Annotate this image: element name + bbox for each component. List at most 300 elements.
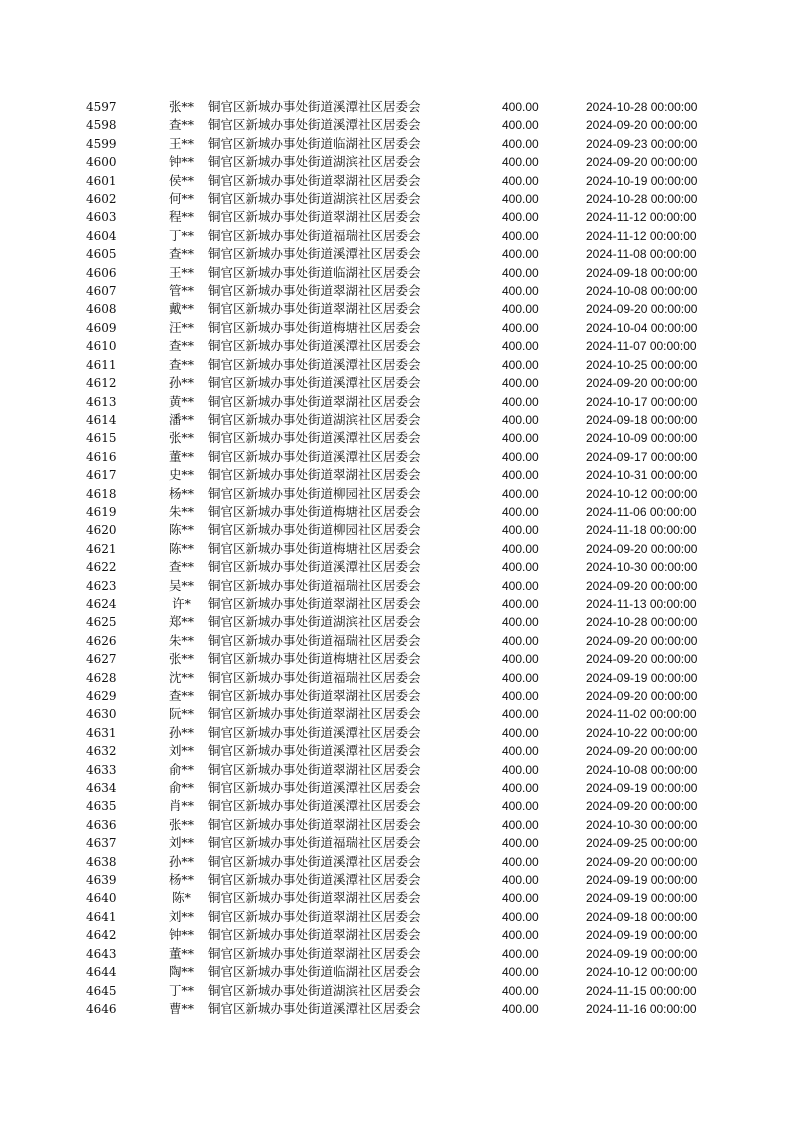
table-row: [86, 374, 726, 392]
row-id-cell: 4636: [86, 817, 117, 832]
recipient-name-cell: 王**: [168, 264, 194, 280]
community-committee-cell: 铜官区新城办事处街道溪潭社区居委会: [208, 872, 421, 888]
row-id-cell: 4603: [86, 210, 117, 225]
community-committee-cell: 铜官区新城办事处街道溪潭社区居委会: [208, 356, 421, 372]
payment-date-cell: 2024-11-12 00:00:00: [586, 210, 697, 225]
row-id-cell: 4621: [86, 541, 117, 556]
row-id-cell: 4605: [86, 247, 117, 262]
community-committee-cell: 铜官区新城办事处街道溪潭社区居委会: [208, 430, 421, 446]
community-committee-cell: 铜官区新城办事处街道临湖社区居委会: [208, 135, 421, 151]
amount-cell: 400.00: [502, 100, 539, 114]
payment-date-cell: 2024-10-08 00:00:00: [586, 762, 698, 777]
row-id-cell: 4630: [86, 707, 117, 722]
recipient-name-cell: 汪**: [168, 319, 194, 335]
recipient-name-cell: 朱**: [168, 503, 194, 519]
table-row: [86, 319, 726, 337]
amount-cell: 400.00: [502, 928, 539, 943]
payment-date-cell: 2024-09-20 00:00:00: [586, 744, 698, 759]
row-id-cell: 4610: [86, 339, 117, 354]
row-id-cell: 4602: [86, 192, 117, 207]
recipient-name-cell: 董**: [168, 945, 194, 961]
recipient-name-cell: 丁**: [168, 227, 194, 243]
recipient-name-cell: 俞**: [168, 761, 194, 777]
row-id-cell: 4644: [86, 965, 117, 980]
recipient-name-cell: 郑**: [168, 614, 194, 630]
community-committee-cell: 铜官区新城办事处街道溪潭社区居委会: [208, 246, 421, 262]
recipient-name-cell: 刘**: [168, 908, 194, 924]
recipient-name-cell: 沈**: [168, 669, 194, 685]
row-id-cell: 4633: [86, 762, 117, 777]
table-row: [86, 521, 726, 539]
table-row: [86, 779, 726, 797]
payment-date-cell: 2024-10-31 00:00:00: [586, 468, 698, 483]
amount-cell: 400.00: [502, 192, 539, 207]
table-row: [86, 632, 726, 650]
community-committee-cell: 铜官区新城办事处街道翠湖社区居委会: [208, 283, 421, 299]
recipient-name-cell: 张**: [168, 430, 194, 446]
amount-cell: 400.00: [502, 891, 539, 906]
row-id-cell: 4640: [86, 891, 117, 906]
community-committee-cell: 铜官区新城办事处街道溪潭社区居委会: [208, 853, 421, 869]
table-row: [86, 448, 726, 466]
table-row: [86, 429, 726, 447]
community-committee-cell: 铜官区新城办事处街道柳园社区居委会: [208, 522, 421, 538]
row-id-cell: 4645: [86, 983, 117, 998]
recipient-name-cell: 何**: [168, 191, 194, 207]
amount-cell: 400.00: [502, 762, 539, 777]
row-id-cell: 4600: [86, 155, 117, 170]
amount-cell: 400.00: [502, 247, 539, 262]
table-row: [86, 724, 726, 742]
amount-cell: 400.00: [502, 744, 539, 759]
recipient-name-cell: 潘**: [168, 411, 194, 427]
amount-cell: 400.00: [502, 854, 539, 869]
community-committee-cell: 铜官区新城办事处街道溪潭社区居委会: [208, 117, 421, 133]
community-committee-cell: 铜官区新城办事处街道梅塘社区居委会: [208, 319, 421, 335]
amount-cell: 400.00: [502, 431, 539, 446]
payment-date-cell: 2024-11-06 00:00:00: [586, 504, 697, 519]
community-committee-cell: 铜官区新城办事处街道溪潭社区居委会: [208, 559, 421, 575]
recipient-name-cell: 董**: [168, 448, 194, 464]
amount-cell: 400.00: [502, 228, 539, 243]
community-committee-cell: 铜官区新城办事处街道溪潭社区居委会: [208, 99, 421, 114]
community-committee-cell: 铜官区新城办事处街道翠湖社区居委会: [208, 301, 421, 317]
community-committee-cell: 铜官区新城办事处街道溪潭社区居委会: [208, 743, 421, 759]
community-committee-cell: 铜官区新城办事处街道湖滨社区居委会: [208, 982, 421, 998]
table-body: [86, 98, 726, 1018]
table-row: [86, 116, 726, 134]
community-committee-cell: 铜官区新城办事处街道翠湖社区居委会: [208, 706, 421, 722]
recipient-name-cell: 吴**: [168, 577, 194, 593]
community-committee-cell: 铜官区新城办事处街道溪潭社区居委会: [208, 448, 421, 464]
recipient-name-cell: 王**: [168, 135, 194, 151]
community-committee-cell: 铜官区新城办事处街道梅塘社区居委会: [208, 540, 421, 556]
payment-date-cell: 2024-10-28 00:00:00: [586, 192, 698, 207]
amount-cell: 400.00: [502, 449, 539, 464]
amount-cell: 400.00: [502, 339, 539, 354]
row-id-cell: 4598: [86, 118, 117, 133]
table-row: [86, 227, 726, 245]
payment-date-cell: 2024-10-22 00:00:00: [586, 725, 698, 740]
table-row: [86, 687, 726, 705]
community-committee-cell: 铜官区新城办事处街道翠湖社区居委会: [208, 927, 421, 943]
recipient-name-cell: 刘**: [168, 743, 194, 759]
row-id-cell: 4628: [86, 670, 117, 685]
payment-date-cell: 2024-09-19 00:00:00: [586, 873, 698, 888]
community-committee-cell: 铜官区新城办事处街道翠湖社区居委会: [208, 945, 421, 961]
table-row: [86, 503, 726, 521]
row-id-cell: 4609: [86, 320, 117, 335]
recipient-name-cell: 曹**: [168, 1000, 194, 1016]
community-committee-cell: 铜官区新城办事处街道临湖社区居委会: [208, 964, 421, 980]
amount-cell: 400.00: [502, 652, 539, 667]
amount-cell: 400.00: [502, 265, 539, 280]
row-id-cell: 4599: [86, 136, 117, 151]
payment-date-cell: 2024-11-12 00:00:00: [586, 228, 697, 243]
payment-date-cell: 2024-09-20 00:00:00: [586, 799, 698, 814]
amount-cell: 400.00: [502, 155, 539, 170]
recipient-name-cell: 查**: [168, 688, 194, 703]
row-id-cell: 4613: [86, 394, 117, 409]
payment-date-cell: 2024-09-23 00:00:00: [586, 136, 698, 151]
row-id-cell: 4625: [86, 615, 117, 630]
recipient-name-cell: 杨**: [168, 872, 194, 888]
recipient-name-cell: 孙**: [168, 853, 194, 869]
row-id-cell: 4618: [86, 486, 117, 501]
recipient-name-cell: 钟**: [168, 927, 194, 943]
payment-date-cell: 2024-10-28 00:00:00: [586, 100, 698, 114]
payment-date-cell: 2024-09-18 00:00:00: [586, 412, 698, 427]
payment-date-cell: 2024-09-20 00:00:00: [586, 118, 698, 133]
amount-cell: 400.00: [502, 320, 539, 335]
table-row: [86, 816, 726, 834]
row-id-cell: 4617: [86, 468, 117, 483]
table-row: [86, 797, 726, 815]
amount-cell: 400.00: [502, 136, 539, 151]
amount-cell: 400.00: [502, 578, 539, 593]
table-row: [86, 871, 726, 889]
payment-date-cell: 2024-09-19 00:00:00: [586, 928, 698, 943]
amount-cell: 400.00: [502, 909, 539, 924]
row-id-cell: 4601: [86, 173, 117, 188]
row-id-cell: 4597: [86, 100, 117, 114]
table-row: [86, 337, 726, 355]
payment-date-cell: 2024-10-28 00:00:00: [586, 615, 698, 630]
amount-cell: 400.00: [502, 873, 539, 888]
recipient-name-cell: 陈**: [168, 522, 194, 538]
table-row: [86, 393, 726, 411]
community-committee-cell: 铜官区新城办事处街道翠湖社区居委会: [208, 890, 421, 906]
table-row: [86, 613, 726, 631]
community-committee-cell: 铜官区新城办事处街道溪潭社区居委会: [208, 1000, 421, 1016]
row-id-cell: 4627: [86, 652, 117, 667]
table-row: [86, 208, 726, 226]
community-committee-cell: 铜官区新城办事处街道翠湖社区居委会: [208, 688, 421, 703]
amount-cell: 400.00: [502, 560, 539, 575]
amount-cell: 400.00: [502, 633, 539, 648]
recipient-name-cell: 杨**: [168, 485, 194, 501]
table-row: [86, 705, 726, 723]
payment-date-cell: 2024-09-20 00:00:00: [586, 541, 698, 556]
community-committee-cell: 铜官区新城办事处街道翠湖社区居委会: [208, 908, 421, 924]
amount-cell: 400.00: [502, 596, 539, 611]
table-row: [86, 595, 726, 613]
row-id-cell: 4635: [86, 799, 117, 814]
row-id-cell: 4607: [86, 284, 117, 299]
community-committee-cell: 铜官区新城办事处街道梅塘社区居委会: [208, 651, 421, 667]
amount-cell: 400.00: [502, 118, 539, 133]
payment-date-cell: 2024-10-30 00:00:00: [586, 560, 698, 575]
community-committee-cell: 铜官区新城办事处街道湖滨社区居委会: [208, 614, 421, 630]
recipient-name-cell: 丁**: [168, 982, 194, 998]
community-committee-cell: 铜官区新城办事处街道湖滨社区居委会: [208, 191, 421, 207]
payment-date-cell: 2024-11-07 00:00:00: [586, 339, 697, 354]
community-committee-cell: 铜官区新城办事处街道福瑞社区居委会: [208, 632, 421, 648]
recipient-name-cell: 张**: [168, 99, 194, 114]
recipient-name-cell: 张**: [168, 651, 194, 667]
table-row: [86, 761, 726, 779]
row-id-cell: 4631: [86, 725, 117, 740]
community-committee-cell: 铜官区新城办事处街道湖滨社区居委会: [208, 154, 421, 170]
recipient-name-cell: 查**: [168, 338, 194, 354]
community-committee-cell: 铜官区新城办事处街道溪潭社区居委会: [208, 338, 421, 354]
community-committee-cell: 铜官区新城办事处街道临湖社区居委会: [208, 264, 421, 280]
community-committee-cell: 铜官区新城办事处街道福瑞社区居委会: [208, 227, 421, 243]
recipient-name-cell: 查**: [168, 117, 194, 133]
community-committee-cell: 铜官区新城办事处街道湖滨社区居委会: [208, 411, 421, 427]
payment-date-cell: 2024-09-20 00:00:00: [586, 578, 698, 593]
payment-date-cell: 2024-11-16 00:00:00: [586, 1001, 697, 1016]
payment-date-cell: 2024-11-18 00:00:00: [586, 523, 697, 538]
amount-cell: 400.00: [502, 946, 539, 961]
table-row: [86, 264, 726, 282]
row-id-cell: 4629: [86, 689, 117, 703]
table-row: [86, 982, 726, 1000]
recipient-name-cell: 程**: [168, 209, 194, 225]
amount-cell: 400.00: [502, 210, 539, 225]
amount-cell: 400.00: [502, 357, 539, 372]
table-row: [86, 411, 726, 429]
payment-date-cell: 2024-09-25 00:00:00: [586, 836, 698, 851]
table-row: [86, 742, 726, 760]
payment-date-cell: 2024-09-18 00:00:00: [586, 265, 698, 280]
table-row: [86, 1000, 726, 1018]
row-id-cell: 4639: [86, 873, 117, 888]
amount-cell: 400.00: [502, 670, 539, 685]
community-committee-cell: 铜官区新城办事处街道翠湖社区居委会: [208, 761, 421, 777]
payment-date-cell: 2024-11-08 00:00:00: [586, 247, 697, 262]
row-id-cell: 4612: [86, 376, 117, 391]
payment-date-cell: 2024-09-20 00:00:00: [586, 689, 698, 703]
row-id-cell: 4614: [86, 412, 117, 427]
payment-date-cell: 2024-10-25 00:00:00: [586, 357, 698, 372]
table-row: [86, 356, 726, 374]
recipient-name-cell: 查**: [168, 356, 194, 372]
table-row: [86, 889, 726, 907]
row-id-cell: 4611: [86, 357, 117, 372]
row-id-cell: 4619: [86, 504, 117, 519]
amount-cell: 400.00: [502, 689, 539, 703]
recipient-name-cell: 陈**: [168, 540, 194, 556]
payment-date-cell: 2024-10-30 00:00:00: [586, 817, 698, 832]
amount-cell: 400.00: [502, 468, 539, 483]
row-id-cell: 4608: [86, 302, 117, 317]
community-committee-cell: 铜官区新城办事处街道翠湖社区居委会: [208, 816, 421, 832]
amount-cell: 400.00: [502, 781, 539, 796]
recipient-name-cell: 侯**: [168, 172, 194, 188]
community-committee-cell: 铜官区新城办事处街道翠湖社区居委会: [208, 467, 421, 483]
table-row: [86, 963, 726, 981]
recipient-name-cell: 查**: [168, 246, 194, 262]
recipient-name-cell: 孙**: [168, 724, 194, 740]
payment-date-cell: 2024-09-20 00:00:00: [586, 633, 698, 648]
row-id-cell: 4642: [86, 928, 117, 943]
row-id-cell: 4604: [86, 228, 117, 243]
community-committee-cell: 铜官区新城办事处街道福瑞社区居委会: [208, 669, 421, 685]
recipient-name-cell: 陈*: [172, 890, 191, 906]
recipient-name-cell: 张**: [168, 816, 194, 832]
recipient-name-cell: 戴**: [168, 301, 194, 317]
table-row: [86, 945, 726, 963]
amount-cell: 400.00: [502, 394, 539, 409]
row-id-cell: 4622: [86, 560, 117, 575]
recipient-name-cell: 阮**: [168, 706, 194, 722]
table-row: [86, 577, 726, 595]
community-committee-cell: 铜官区新城办事处街道翠湖社区居委会: [208, 595, 421, 611]
amount-cell: 400.00: [502, 817, 539, 832]
table-row: [86, 466, 726, 484]
community-committee-cell: 铜官区新城办事处街道溪潭社区居委会: [208, 724, 421, 740]
row-id-cell: 4626: [86, 633, 117, 648]
amount-cell: 400.00: [502, 302, 539, 317]
row-id-cell: 4632: [86, 744, 117, 759]
payment-date-cell: 2024-10-12 00:00:00: [586, 486, 698, 501]
table-row: [86, 926, 726, 944]
amount-cell: 400.00: [502, 707, 539, 722]
table-row: [86, 558, 726, 576]
amount-cell: 400.00: [502, 486, 539, 501]
recipient-name-cell: 黄**: [168, 393, 194, 409]
amount-cell: 400.00: [502, 412, 539, 427]
recipient-name-cell: 孙**: [168, 375, 194, 391]
community-committee-cell: 铜官区新城办事处街道柳园社区居委会: [208, 485, 421, 501]
amount-cell: 400.00: [502, 1001, 539, 1016]
community-committee-cell: 铜官区新城办事处街道溪潭社区居委会: [208, 375, 421, 391]
row-id-cell: 4641: [86, 909, 117, 924]
recipient-name-cell: 刘**: [168, 835, 194, 851]
amount-cell: 400.00: [502, 541, 539, 556]
payment-date-cell: 2024-11-02 00:00:00: [586, 707, 697, 722]
row-id-cell: 4638: [86, 854, 117, 869]
community-committee-cell: 铜官区新城办事处街道翠湖社区居委会: [208, 393, 421, 409]
payment-date-cell: 2024-10-12 00:00:00: [586, 965, 698, 980]
amount-cell: 400.00: [502, 725, 539, 740]
row-id-cell: 4646: [86, 1001, 117, 1016]
payment-date-cell: 2024-09-19 00:00:00: [586, 670, 698, 685]
table-row: [86, 540, 726, 558]
amount-cell: 400.00: [502, 983, 539, 998]
payment-date-cell: 2024-09-19 00:00:00: [586, 946, 698, 961]
table-row: [86, 669, 726, 687]
row-id-cell: 4623: [86, 578, 117, 593]
community-committee-cell: 铜官区新城办事处街道福瑞社区居委会: [208, 577, 421, 593]
row-id-cell: 4643: [86, 946, 117, 961]
row-id-cell: 4634: [86, 781, 117, 796]
recipient-name-cell: 肖**: [168, 798, 194, 814]
community-committee-cell: 铜官区新城办事处街道溪潭社区居委会: [208, 798, 421, 814]
amount-cell: 400.00: [502, 836, 539, 851]
recipient-name-cell: 陶**: [168, 964, 194, 980]
amount-cell: 400.00: [502, 504, 539, 519]
amount-cell: 400.00: [502, 615, 539, 630]
payment-date-cell: 2024-09-20 00:00:00: [586, 302, 698, 317]
recipient-name-cell: 管**: [168, 283, 194, 299]
recipient-name-cell: 俞**: [168, 780, 194, 796]
table-row: [86, 245, 726, 263]
table-row: [86, 153, 726, 171]
payment-date-cell: 2024-11-15 00:00:00: [586, 983, 697, 998]
table-row: [86, 650, 726, 668]
amount-cell: 400.00: [502, 965, 539, 980]
payment-date-cell: 2024-09-20 00:00:00: [586, 854, 698, 869]
row-id-cell: 4606: [86, 265, 117, 280]
payment-date-cell: 2024-10-04 00:00:00: [586, 320, 698, 335]
row-id-cell: 4616: [86, 449, 117, 464]
recipient-name-cell: 史**: [168, 467, 194, 483]
row-id-cell: 4637: [86, 836, 117, 851]
table-row: [86, 853, 726, 871]
community-committee-cell: 铜官区新城办事处街道翠湖社区居委会: [208, 172, 421, 188]
recipient-name-cell: 许*: [172, 595, 191, 611]
subsidy-list-table: [86, 98, 726, 1018]
table-row: [86, 485, 726, 503]
payment-date-cell: 2024-09-19 00:00:00: [586, 781, 698, 796]
row-id-cell: 4620: [86, 523, 117, 538]
amount-cell: 400.00: [502, 284, 539, 299]
table-row: [86, 282, 726, 300]
recipient-name-cell: 钟**: [168, 154, 194, 170]
amount-cell: 400.00: [502, 376, 539, 391]
payment-date-cell: 2024-09-18 00:00:00: [586, 909, 698, 924]
row-id-cell: 4624: [86, 596, 117, 611]
payment-date-cell: 2024-09-19 00:00:00: [586, 891, 698, 906]
payment-date-cell: 2024-09-20 00:00:00: [586, 376, 698, 391]
community-committee-cell: 铜官区新城办事处街道溪潭社区居委会: [208, 780, 421, 796]
payment-date-cell: 2024-11-13 00:00:00: [586, 596, 697, 611]
payment-date-cell: 2024-09-20 00:00:00: [586, 652, 698, 667]
recipient-name-cell: 朱**: [168, 632, 194, 648]
row-id-cell: 4615: [86, 431, 117, 446]
recipient-name-cell: 查**: [168, 559, 194, 575]
table-row: [86, 190, 726, 208]
table-row: [86, 300, 726, 318]
payment-date-cell: 2024-09-20 00:00:00: [586, 155, 698, 170]
table-row: [86, 135, 726, 153]
table-row: [86, 834, 726, 852]
payment-date-cell: 2024-10-09 00:00:00: [586, 431, 698, 446]
amount-cell: 400.00: [502, 799, 539, 814]
payment-date-cell: 2024-09-17 00:00:00: [586, 449, 698, 464]
community-committee-cell: 铜官区新城办事处街道翠湖社区居委会: [208, 209, 421, 225]
table-row: [86, 172, 726, 190]
community-committee-cell: 铜官区新城办事处街道梅塘社区居委会: [208, 503, 421, 519]
table-row: [86, 98, 726, 116]
table-row: [86, 908, 726, 926]
amount-cell: 400.00: [502, 523, 539, 538]
community-committee-cell: 铜官区新城办事处街道福瑞社区居委会: [208, 835, 421, 851]
payment-date-cell: 2024-10-19 00:00:00: [586, 173, 698, 188]
payment-date-cell: 2024-10-08 00:00:00: [586, 284, 698, 299]
